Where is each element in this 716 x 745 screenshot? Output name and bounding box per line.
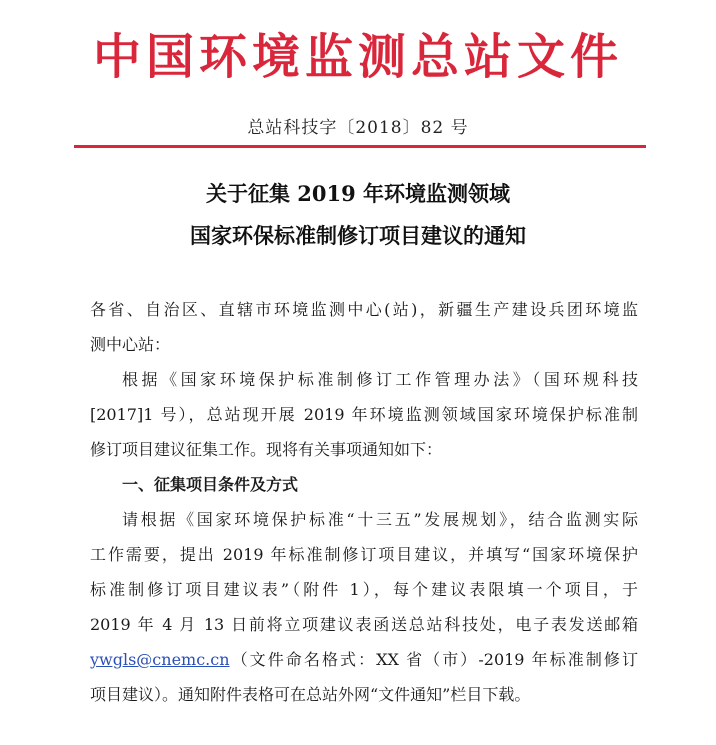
- paragraph-2-line-3: 标准制修订项目建议表”（附件 1），每个建议表限填一个项目，于: [90, 580, 638, 599]
- paragraph-2-line-5: [90, 642, 638, 677]
- paragraph-2-line-4: 2019 年 4 月 13 日前将立项建议表函送总站科技处，电子表发送邮箱: [90, 615, 638, 634]
- paragraph-1-line-2: [2017]1 号），总站现开展 2019 年环境监测领域国家环境保护标准制: [90, 405, 638, 424]
- salutation-line-2: 测中心站：: [90, 335, 171, 354]
- masthead-title: 中国环境监测总站文件: [92, 29, 623, 85]
- email-link[interactable]: ywgls@cnemc.cn: [90, 650, 230, 669]
- red-divider-line: [74, 145, 646, 148]
- section-1-heading: 一、征集项目条件及方式: [122, 475, 299, 494]
- paragraph-2-line-2: 工作需要，提出 2019 年标准制修订项目建议，并填写“国家环境保护: [90, 545, 638, 564]
- notice-title-line-2: 国家环保标准制修订项目建议的通知: [190, 223, 526, 248]
- salutation-line-1: 各省、自治区、直辖市环境监测中心(站)，新疆生产建设兵团环境监: [90, 300, 638, 319]
- paragraph-2-line-6: 项目建议）。通知附件表格可在总站外网“文件通知”栏目下载。: [90, 685, 531, 704]
- notice-body: [90, 292, 638, 712]
- notice-title-line-1: 关于征集 2019 年环境监测领域: [205, 181, 511, 206]
- paragraph-1-line-3: 修订项目建议征集工作。现将有关事项通知如下：: [90, 440, 443, 459]
- paragraph-1-line-1: 根据《国家环境保护标准制修订工作管理办法》（国环规科技: [122, 370, 638, 389]
- paragraph-2-line-5-text: （文件命名格式：XX 省（市）-2019 年标准制修订: [229, 650, 638, 669]
- paragraph-2-line-1: 请根据《国家环境保护标准“十三五”发展规划》，结合监测实际: [122, 510, 638, 529]
- document-number: 总站科技字〔2018〕82 号: [247, 118, 469, 138]
